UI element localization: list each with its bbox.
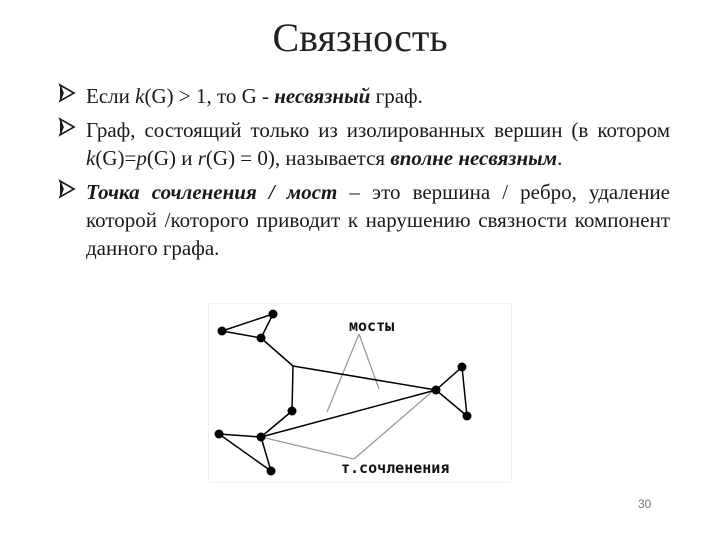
bullet-2-p7: (G) = 0), называется (205, 146, 391, 170)
graph-vertex (458, 363, 467, 372)
graph-vertices (215, 310, 472, 476)
bullet-2-p4: p (136, 146, 147, 170)
bullet-2-p9: . (557, 146, 563, 170)
graph-vertex (463, 412, 472, 421)
bullet-3-p2: – это вершина / ребро, удаление которой /которого приводит к нарушению связности компонент данного графа. (86, 180, 670, 260)
bullet-3 (58, 178, 670, 262)
bullet-2-p2: k (86, 146, 96, 170)
bullet-2-p5: (G) и (146, 146, 198, 170)
bullet-arrow-icon (58, 82, 80, 110)
bullet-1-p3: (G) > 1, то G - (144, 84, 275, 108)
graph-vertex (257, 334, 266, 343)
bullet-arrow-icon (58, 178, 80, 206)
graph-vertex (288, 407, 297, 416)
bullet-3-p1: Точка сочленения / мост (86, 180, 338, 204)
bridges-label: мосты (349, 317, 395, 335)
graph-edges (219, 314, 467, 471)
bullet-1-p2: k (135, 84, 145, 108)
graph-vertex (269, 310, 278, 319)
bullet-2-p8: вполне несвязным (390, 146, 558, 170)
page-number: 30 (638, 497, 652, 511)
graph-vertex (218, 327, 227, 336)
bullet-2 (58, 116, 670, 172)
slide-title: Связность (272, 15, 448, 60)
graph-vertex (432, 386, 441, 395)
bullet-list (58, 82, 670, 268)
bullet-2-p6: r (197, 146, 206, 170)
cut-pointer-line (354, 390, 434, 459)
graph-vertex (267, 467, 276, 476)
graph-vertex (215, 430, 224, 439)
graph-figure (208, 303, 512, 483)
bullet-arrow-icon (58, 116, 80, 144)
bullet-1-p4: несвязный (274, 84, 371, 108)
cut-vertex-label: т.сочленения (341, 459, 450, 477)
bullet-2-p3: (G)= (95, 146, 137, 170)
bridge-pointer-line (359, 334, 379, 389)
bullet-1-p5: граф. (370, 84, 423, 108)
bullet-1 (58, 82, 670, 110)
graph-vertex (257, 433, 266, 442)
bullet-2-p1: Граф, состоящий только из изолированных вершин (в котором (86, 118, 670, 142)
cut-pointer-line (261, 437, 354, 459)
bullet-1-p1: Если (86, 84, 136, 108)
